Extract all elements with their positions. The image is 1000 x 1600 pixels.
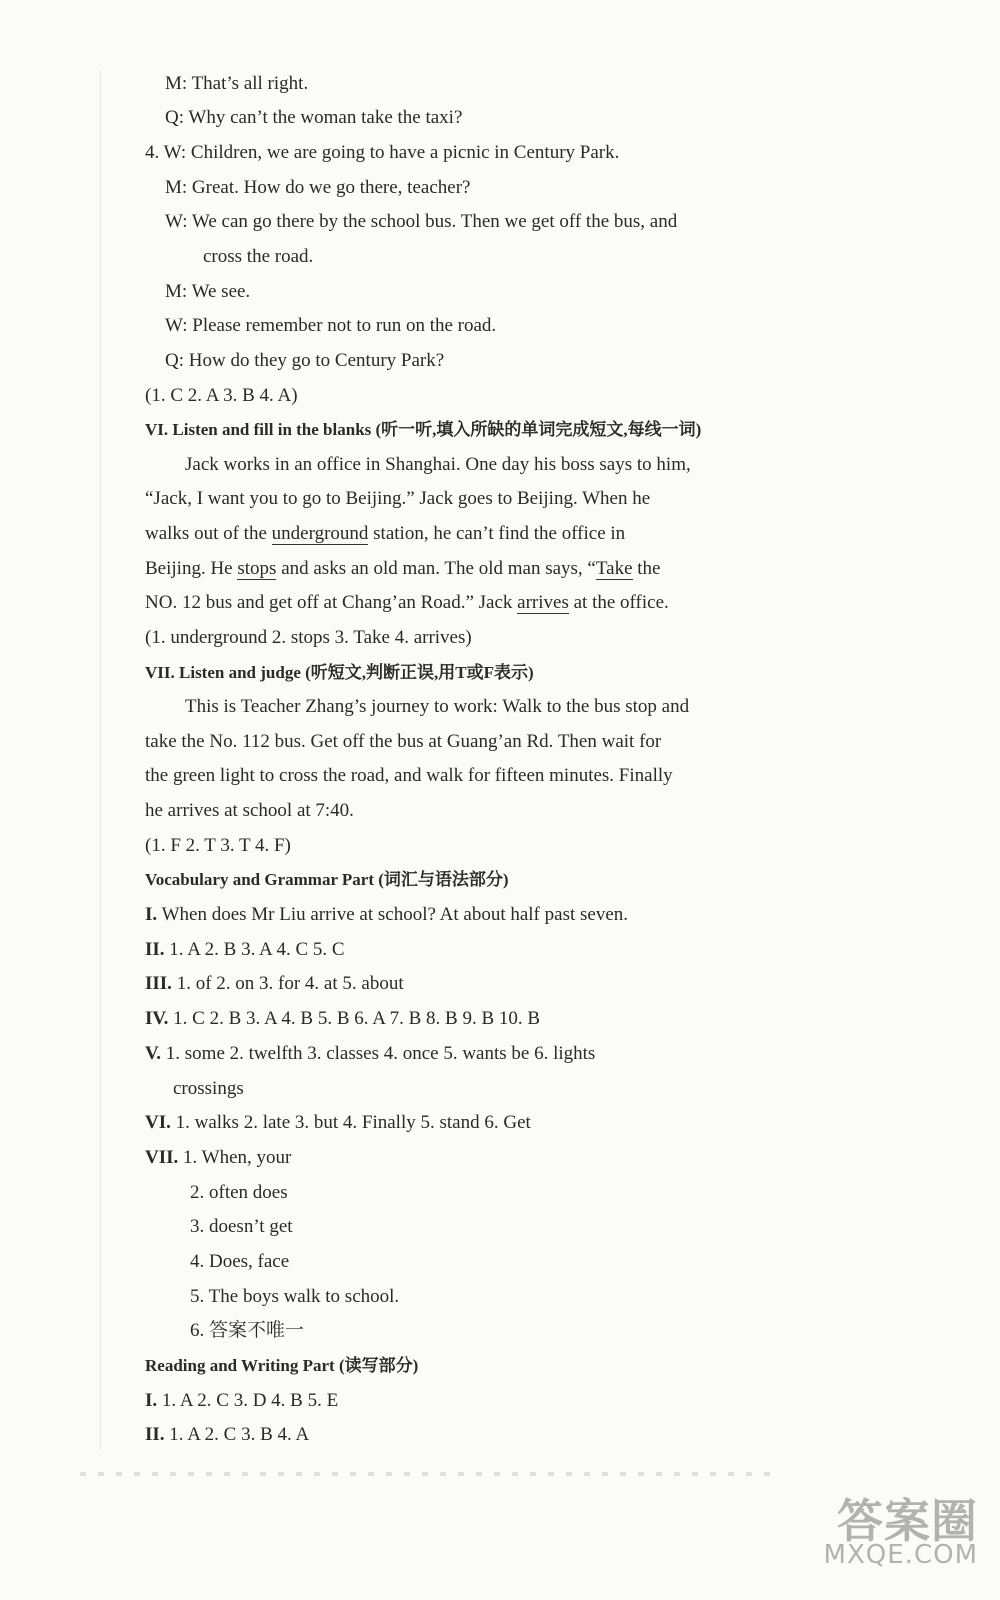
answer-line <box>145 903 628 927</box>
passage-line: “Jack, I want you to go to Beijing.” Jack goes to Beijing. When he <box>145 488 651 509</box>
answer-line: 4. Does, face <box>190 1251 290 1272</box>
passage-text: walks out of the <box>145 523 267 544</box>
answer-line <box>145 1423 309 1447</box>
blank-answer: Take <box>595 558 633 579</box>
answer-line <box>145 1389 338 1413</box>
blank-answer: arrives <box>517 592 569 613</box>
answer-line <box>145 1146 291 1170</box>
answer-text: 1. A 2. C 3. D 4. B 5. E <box>161 1390 339 1411</box>
passage-text: the <box>637 558 661 579</box>
answer-text: When does Mr Liu arrive at school? At about half past seven. <box>161 904 628 925</box>
item-number: IV. <box>145 1008 169 1029</box>
watermark-logo: 答案圈 <box>837 1494 978 1548</box>
passage-line: Jack works in an office in Shanghai. One day his boss says to him, <box>185 454 691 475</box>
passage-text: Beijing. He <box>145 558 233 579</box>
item-number: III. <box>145 973 172 994</box>
answer-line: 3. doesn’t get <box>190 1216 293 1237</box>
dialogue-line: M: We see. <box>165 281 251 302</box>
answer-line: (1. underground 2. stops 3. Take 4. arrives) <box>145 627 472 648</box>
answer-text: 1. When, your <box>183 1147 292 1168</box>
dialogue-line: Q: How do they go to Century Park? <box>165 350 445 371</box>
passage-line: the green light to cross the road, and walk for fifteen minutes. Finally <box>145 765 673 786</box>
answer-text: 1. some 2. twelfth 3. classes 4. once 5. wants be 6. lights <box>165 1043 596 1064</box>
answer-text: 1. A 2. B 3. A 4. C 5. C <box>169 939 345 960</box>
answer-text: 1. walks 2. late 3. but 4. Finally 5. stand 6. Get <box>175 1112 531 1133</box>
passage-line <box>145 591 669 615</box>
item-number: II. <box>145 1424 165 1445</box>
dialogue-line: cross the road. <box>203 246 314 267</box>
passage-text: NO. 12 bus and get off at Chang’an Road.” Jack <box>145 592 513 613</box>
passage-line: he arrives at school at 7:40. <box>145 800 354 821</box>
passage-line <box>145 522 625 546</box>
answer-line: (1. C 2. A 3. B 4. A) <box>145 385 298 406</box>
dialogue-line: M: Great. How do we go there, teacher? <box>165 177 471 198</box>
part-heading: Reading and Writing Part (读写部分) <box>145 1356 419 1375</box>
answer-text: 1. A 2. C 3. B 4. A <box>169 1424 310 1445</box>
passage-line: take the No. 112 bus. Get off the bus at Guang’an Rd. Then wait for <box>145 731 662 752</box>
page-margin-line <box>100 70 101 1450</box>
passage-text: station, he can’t find the office in <box>373 523 626 544</box>
dialogue-line: W: We can go there by the school bus. Then we get off the bus, and <box>165 211 678 232</box>
passage-text: and asks an old man. The old man says, “ <box>281 558 596 579</box>
passage-line <box>145 557 660 581</box>
answer-line <box>145 1042 595 1066</box>
item-number: VI. <box>145 1112 171 1133</box>
scan-artifact-dots <box>80 1472 780 1476</box>
answer-line: (1. F 2. T 3. T 4. F) <box>145 835 291 856</box>
answer-text: 1. of 2. on 3. for 4. at 5. about <box>176 973 404 994</box>
answer-line <box>145 1111 531 1135</box>
blank-answer: stops <box>237 558 277 579</box>
dialogue-line: W: Please remember not to run on the road. <box>165 315 497 336</box>
item-number: VII. <box>145 1147 179 1168</box>
item-number: I. <box>145 1390 158 1411</box>
blank-answer: underground <box>271 523 369 544</box>
answer-line: 2. often does <box>190 1182 288 1203</box>
passage-line: This is Teacher Zhang’s journey to work: Walk to the bus stop and <box>185 696 690 717</box>
watermark-url: MXQE.COM <box>823 1540 978 1570</box>
dialogue-line: 4. W: Children, we are going to have a picnic in Century Park. <box>145 142 620 163</box>
item-number: I. <box>145 904 158 925</box>
answer-line <box>145 938 345 962</box>
item-number: II. <box>145 939 165 960</box>
answer-text: 1. C 2. B 3. A 4. B 5. B 6. A 7. B 8. B 9. B 10. B <box>173 1008 541 1029</box>
answer-line: 5. The boys walk to school. <box>190 1286 400 1307</box>
part-heading: Vocabulary and Grammar Part (词汇与语法部分) <box>145 870 509 889</box>
answer-line <box>145 972 404 996</box>
passage-text: at the office. <box>573 592 669 613</box>
dialogue-line: M: That’s all right. <box>165 73 309 94</box>
answer-line <box>145 1007 540 1031</box>
item-number: V. <box>145 1043 162 1064</box>
section-heading: VI. Listen and fill in the blanks (听一听,填入所缺的单词完成短文,每线一词) <box>145 420 702 439</box>
answer-line: crossings <box>173 1078 244 1099</box>
dialogue-line: Q: Why can’t the woman take the taxi? <box>165 107 463 128</box>
section-heading: VII. Listen and judge (听短文,判断正误,用T或F表示) <box>145 663 534 682</box>
answer-line: 6. 答案不唯一 <box>190 1320 305 1341</box>
